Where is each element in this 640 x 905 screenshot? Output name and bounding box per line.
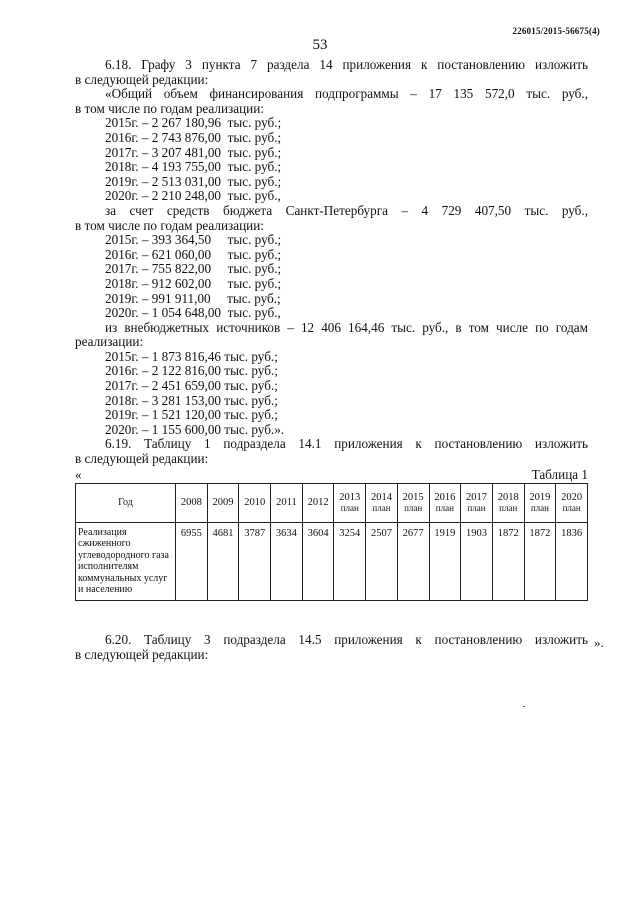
paragraph-6-19-intro-cont: в следующей редакции: — [75, 451, 209, 467]
table-row-label: Реализация сжиженного углеводородного газа исполнителям коммунальных услуг и населению — [76, 522, 176, 600]
table-header-cell: 2015 план — [397, 483, 429, 522]
list-item: 2020г. – 1 054 648,00 тыс. руб., — [105, 305, 281, 321]
paragraph-6-19-intro: 6.19. Таблицу 1 подраздела 14.1 приложения к постановлению изложить — [105, 436, 588, 452]
list-item: 2016г. – 2 122 816,00 тыс. руб.; — [105, 363, 278, 379]
extrabudget-line: из внебюджетных источников – 12 406 164,46 тыс. руб., в том числе по годам — [105, 319, 588, 335]
table-title: Таблица 1 — [531, 466, 588, 482]
list-item: 2017г. – 2 451 659,00 тыс. руб.; — [105, 378, 278, 394]
list-item: 2019г. – 2 513 031,00 тыс. руб.; — [105, 173, 282, 189]
list-item: 2019г. – 1 521 120,00 тыс. руб.; — [105, 407, 278, 423]
table-header-cell: 2010 — [239, 483, 271, 522]
table-cell: 4681 — [207, 522, 239, 600]
list-item: 2020г. – 1 155 600,00 тыс. руб.». — [105, 421, 285, 437]
paragraph-6-20-intro-cont: в следующей редакции: — [75, 646, 209, 662]
list-item: 2018г. – 3 281 153,00 тыс. руб.; — [105, 392, 278, 408]
list-item: 2015г. – 393 364,50 тыс. руб.; — [105, 232, 282, 248]
list-item: 2017г. – 755 822,00 тыс. руб.; — [105, 261, 282, 277]
table-header-cell: 2016 план — [429, 483, 461, 522]
table-header-cell: 2013 план — [334, 483, 366, 522]
document-body — [75, 58, 588, 601]
table-row — [76, 522, 588, 600]
list-item: 2016г. – 621 060,00 тыс. руб.; — [105, 246, 282, 262]
table-header-cell: 2012 — [302, 483, 334, 522]
table-caption-row — [75, 468, 588, 483]
list-item: 2015г. – 1 873 816,46 тыс. руб.; — [105, 348, 278, 364]
table-header-cell: 2019 план — [524, 483, 556, 522]
table-header-cell: 2008 — [176, 483, 208, 522]
table-cell: 3604 — [302, 522, 334, 600]
table-header-cell: 2020 план — [556, 483, 588, 522]
page-number: 53 — [312, 37, 328, 53]
total-financing-line: «Общий объем финансирования подпрограммы – 17 135 572,0 тыс. руб., — [105, 86, 588, 102]
list-item: 2019г. – 991 911,00 тыс. руб.; — [105, 290, 281, 306]
list-item: 2016г. – 2 743 876,00 тыс. руб.; — [105, 129, 282, 145]
list-item: 2017г. – 3 207 481,00 тыс. руб.; — [105, 144, 282, 160]
table-cell: 1872 — [492, 522, 524, 600]
table-cell: 1872 — [524, 522, 556, 600]
paragraph-6-18-intro: 6.18. Графу 3 пункта 7 раздела 14 приложения к постановлению изложить — [105, 57, 588, 72]
table-cell: 1919 — [429, 522, 461, 600]
table-cell: 3634 — [271, 522, 303, 600]
budget-line-cont: в том числе по годам реализации: — [75, 217, 264, 233]
close-quote: ». — [594, 635, 604, 650]
table-header-cell: 2009 — [207, 483, 239, 522]
open-quote: « — [75, 466, 82, 482]
budget-line: за счет средств бюджета Санкт-Петербурга – 4 729 407,50 тыс. руб., — [105, 202, 588, 218]
table-cell: 6955 — [176, 522, 208, 600]
list-item: 2018г. – 912 602,00 тыс. руб.; — [105, 275, 282, 291]
total-financing-line-cont: в том числе по годам реализации: — [75, 100, 264, 116]
budget-years-list — [75, 233, 588, 321]
table-cell: 1903 — [461, 522, 493, 600]
lpg-sales-table — [75, 483, 588, 601]
list-item: 2018г. – 4 193 755,00 тыс. руб.; — [105, 159, 282, 175]
list-item: 2020г. – 2 210 248,00 тыс. руб., — [105, 188, 281, 204]
table-cell: 2507 — [366, 522, 398, 600]
extrabudget-years-list — [75, 350, 588, 438]
paragraph-6-20-intro: 6.20. Таблицу 3 подраздела 14.5 приложения к постановлению изложить — [105, 632, 588, 647]
table-header-cell: 2011 — [271, 483, 303, 522]
table-cell: 1836 — [556, 522, 588, 600]
table-cell: 2677 — [397, 522, 429, 600]
paragraph-6-18-intro-cont: в следующей редакции: — [75, 71, 209, 87]
total-years-list — [75, 116, 588, 204]
table-header-row — [76, 483, 588, 522]
table-cell: 3787 — [239, 522, 271, 600]
table-header-cell: 2017 план — [461, 483, 493, 522]
table-header-cell: 2014 план — [366, 483, 398, 522]
paragraph-6-20 — [75, 633, 588, 662]
list-item: 2015г. – 2 267 180,96 тыс. руб.; — [105, 115, 282, 131]
table-header-cell: 2018 план — [492, 483, 524, 522]
scan-speck — [523, 706, 525, 707]
table-header-year: Год — [76, 483, 176, 522]
table-cell: 3254 — [334, 522, 366, 600]
extrabudget-line-cont: реализации: — [75, 334, 144, 350]
document-number: 226015/2015-56675(4) — [512, 26, 600, 36]
